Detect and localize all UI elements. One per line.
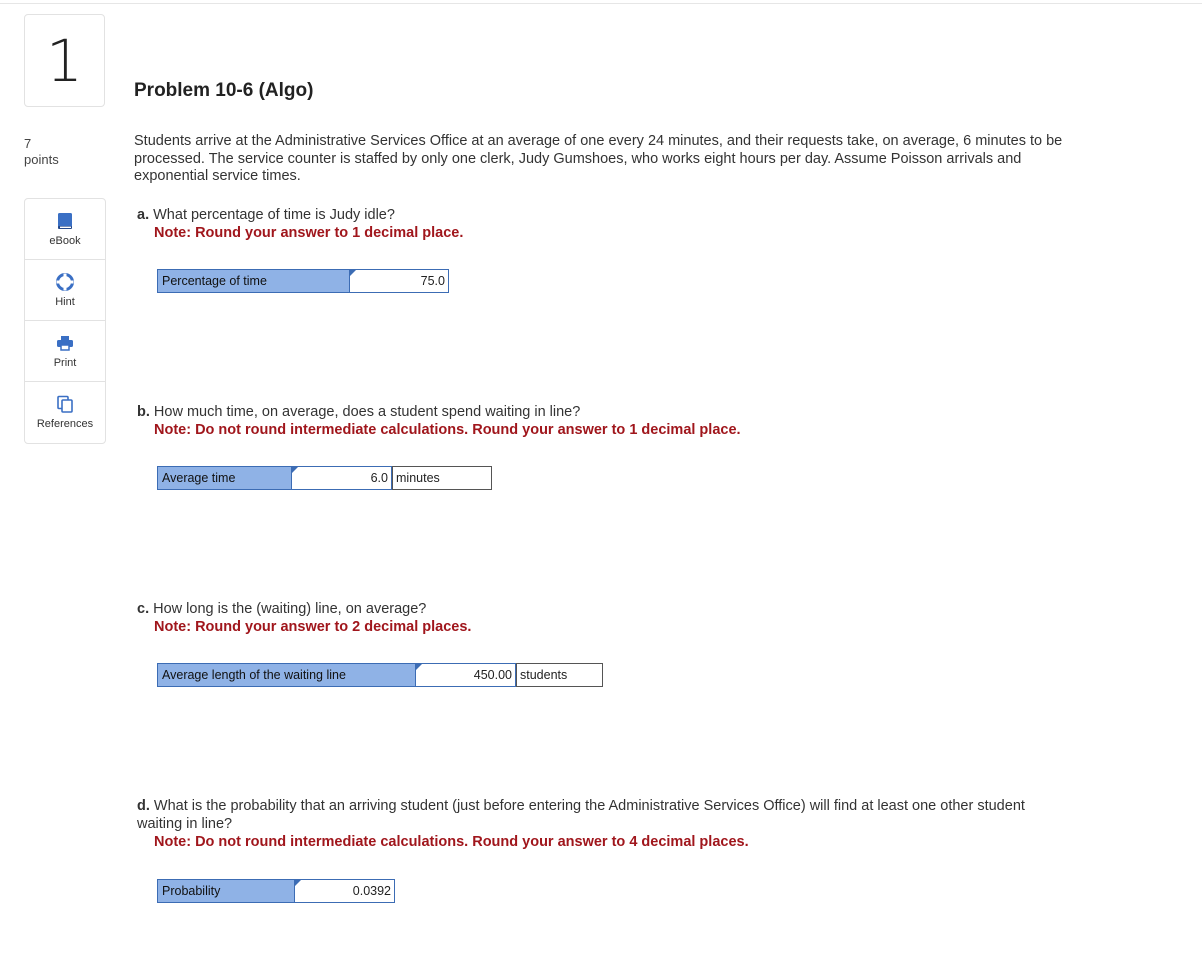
part-b-text: How much time, on average, does a student spend waiting in line? (153, 404, 581, 420)
part-b-answer-input[interactable]: 6.0 (292, 466, 392, 490)
part-a-note: Note: Round your answer to 1 decimal place. (154, 225, 464, 241)
part-d-answer-row (157, 879, 395, 903)
part-a-letter: a. (137, 207, 150, 223)
part-d-letter: d. (137, 798, 150, 814)
part-c-letter: c. (137, 601, 150, 617)
part-d-answer-label: Probability (157, 879, 295, 903)
part-b-answer-label: Average time (157, 466, 292, 490)
points-display (24, 136, 59, 168)
points-label: points (24, 152, 59, 167)
printer-icon (56, 334, 74, 357)
part-a-question (137, 206, 1057, 242)
documents-icon (56, 395, 74, 418)
problem-intro: Students arrive at the Administrative Services Office at an average of one every 24 minutes, and their requests take, on average, 6 minutes to be processed. The service counter is staffed by only one clerk, Judy Gumshoes, who works eight hours per day. Assume Poisson arrivals and exponential service times. (134, 133, 1063, 184)
question-number: 1 (24, 14, 105, 107)
part-a-text: What percentage of time is Judy idle? (153, 207, 395, 223)
print-button[interactable] (25, 321, 105, 382)
part-c-answer-label: Average length of the waiting line (157, 663, 416, 687)
part-d-note: Note: Do not round intermediate calculations. Round your answer to 4 decimal places. (154, 834, 749, 850)
top-divider (0, 3, 1202, 4)
part-b-note: Note: Do not round intermediate calculations. Round your answer to 1 decimal place. (154, 422, 741, 438)
print-label: Print (53, 356, 77, 369)
ebook-button[interactable] (25, 199, 105, 260)
part-c-note: Note: Round your answer to 2 decimal places. (154, 619, 472, 635)
part-b-answer-row (157, 466, 492, 490)
references-label: References (36, 418, 94, 430)
part-c-question (137, 600, 1057, 636)
part-d-text: What is the probability that an arriving student (just before entering the Administrative Services Office) will find at least one other student waiting in line? (137, 798, 1025, 832)
part-d-question (137, 797, 1057, 851)
hint-button[interactable] (25, 260, 105, 321)
part-c-text: How long is the (waiting) line, on average? (153, 601, 427, 617)
part-b-unit: minutes (392, 466, 492, 490)
book-icon (56, 212, 74, 235)
ebook-label: eBook (49, 234, 81, 247)
part-b-letter: b. (137, 404, 150, 420)
references-button[interactable] (25, 382, 105, 443)
part-c-answer-input[interactable]: 450.00 (416, 663, 516, 687)
part-c-unit: students (516, 663, 603, 687)
hint-label: Hint (55, 295, 75, 308)
lifebuoy-icon (56, 273, 74, 296)
part-a-answer-input[interactable]: 75.0 (350, 269, 449, 293)
points-value: 7 (24, 136, 32, 151)
part-a-answer-row (157, 269, 449, 293)
part-d-answer-input[interactable]: 0.0392 (295, 879, 395, 903)
part-b-question (137, 403, 1057, 439)
part-a-answer-label: Percentage of time (157, 269, 350, 293)
problem-title: Problem 10-6 (Algo) (134, 80, 314, 101)
tools-panel (24, 198, 106, 444)
part-c-answer-row (157, 663, 603, 687)
